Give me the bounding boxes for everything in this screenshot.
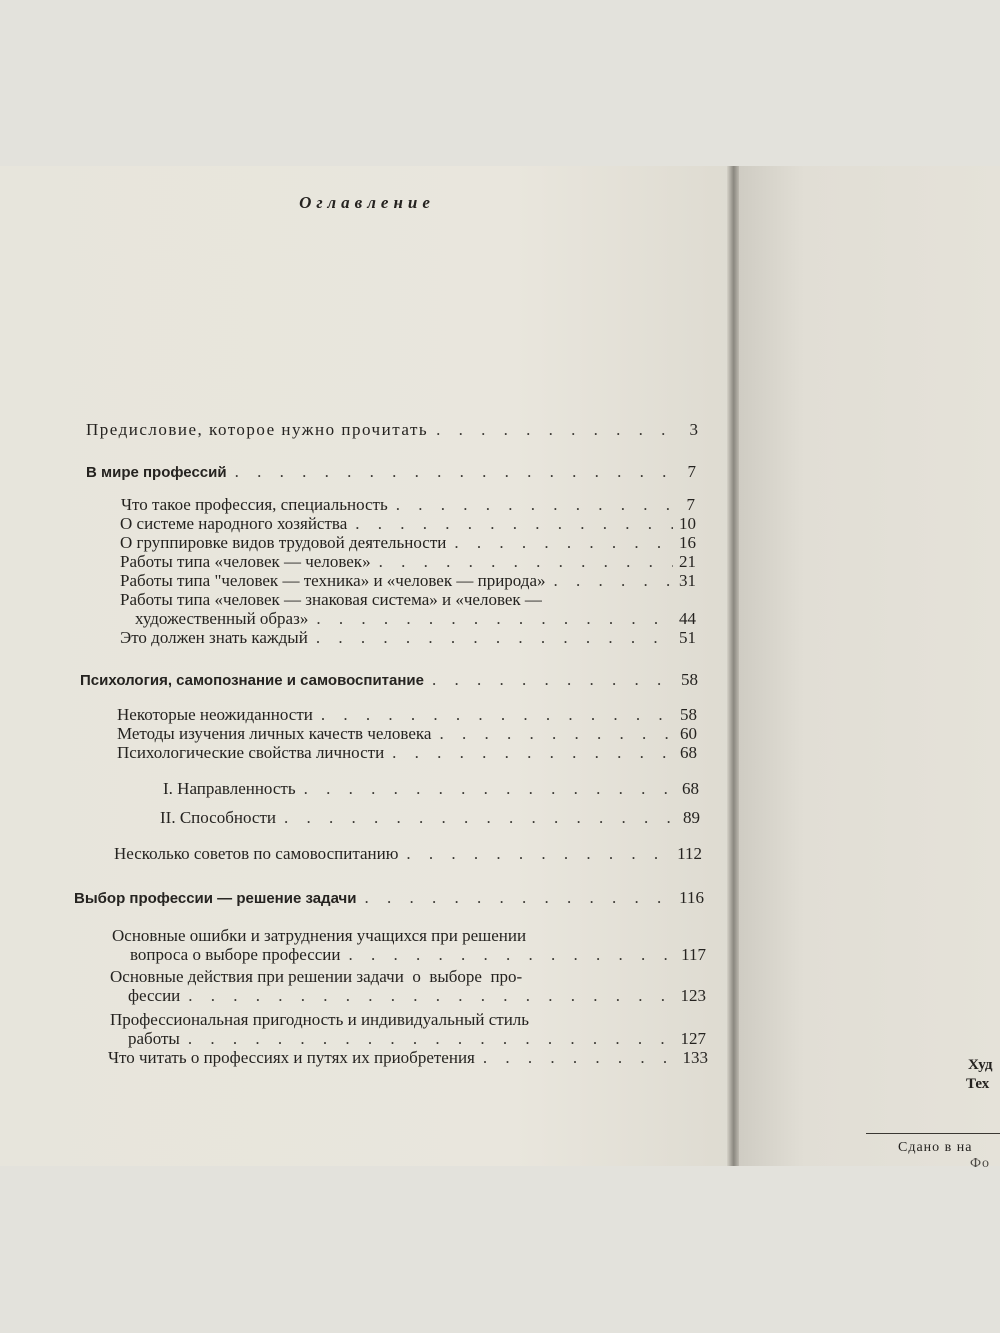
toc-entry-page: 3 (689, 420, 698, 439)
toc-entry (120, 628, 696, 648)
right-page (739, 166, 1000, 1166)
leader-dots (296, 779, 676, 799)
toc-section-page: 116 (679, 888, 704, 907)
toc-entry-line: Работы типа «человек — знаковая система» и «человек — (120, 590, 542, 609)
toc-entry (117, 705, 697, 725)
right-page-imprint: Фо (970, 1156, 991, 1171)
toc-entry (120, 571, 696, 591)
toc-entry-title: Это должен знать каждый (120, 628, 308, 647)
toc-entry-page: 60 (680, 724, 697, 743)
toc-entry (160, 808, 700, 828)
toc-entry-title: I. Направленность (163, 779, 296, 798)
leader-dots (431, 724, 674, 744)
leader-dots (227, 462, 682, 482)
toc-entry (135, 609, 696, 629)
toc-section (80, 670, 698, 691)
toc-entry (114, 844, 702, 864)
toc-entry (120, 514, 696, 534)
toc-section-title: Психология, самопознание и самовоспитание (80, 672, 424, 689)
toc-entry-title: Предисловие, которое нужно прочитать (86, 420, 429, 439)
toc-section-title: Выбор профессии — решение задачи (74, 890, 357, 907)
right-page-rule (866, 1133, 1000, 1134)
toc-section-title: В мире профессий (86, 464, 227, 481)
toc-entry (86, 420, 698, 440)
right-page-imprint: Сдано в на (898, 1140, 973, 1155)
toc-section (74, 888, 704, 909)
leader-dots (424, 670, 675, 690)
toc-entry-page: 127 (680, 1029, 706, 1048)
toc-entry-title: Психологические свойства личности (117, 743, 385, 762)
toc-entry-title: Что читать о профессиях и путях их приобретения (108, 1048, 475, 1067)
toc-section-page: 58 (681, 670, 698, 689)
toc-entry-title: Что такое профессия, специальность (121, 495, 388, 514)
leader-dots (388, 495, 681, 515)
toc-entry-page: 16 (679, 533, 696, 552)
leader-dots (341, 945, 676, 965)
toc-entry-page: 68 (680, 743, 697, 762)
toc-entry-page: 68 (682, 779, 699, 798)
leader-dots (308, 609, 673, 629)
toc-entry-line: Основные действия при решении задачи о выборе про- (110, 967, 523, 986)
toc-entry-line: Профессиональная пригодность и индивидуальный стиль (110, 1010, 530, 1029)
toc-entry (120, 533, 696, 553)
toc-entry (121, 495, 695, 515)
right-page-text: Худ (968, 1057, 993, 1073)
toc-entry-page: 21 (679, 552, 696, 571)
toc-entry (163, 779, 699, 799)
toc-entry-page: 117 (681, 945, 706, 964)
page-heading: Оглавление (299, 193, 435, 212)
toc-entry-title: II. Способности (160, 808, 276, 827)
right-page-text: Тех (966, 1076, 990, 1092)
toc-section-page: 7 (687, 462, 696, 481)
leader-dots (446, 533, 673, 553)
leader-dots (276, 808, 677, 828)
toc-entry-title: О системе народного хозяйства (120, 514, 348, 533)
toc-entry-title: Работы типа "человек — техника» и «человек — природа» (120, 571, 546, 590)
toc-entry-title: Методы изучения личных качеств человека (117, 724, 432, 743)
toc-entry (108, 1048, 708, 1068)
leader-dots (398, 844, 671, 864)
toc-entry-page: 123 (680, 986, 706, 1005)
toc-entry-title: О группировке видов трудовой деятельности (120, 533, 447, 552)
toc-section (86, 462, 696, 483)
leader-dots (428, 420, 683, 440)
leader-dots (356, 888, 673, 908)
leader-dots (384, 743, 674, 763)
toc-entry-title: Несколько советов по самовоспитанию (114, 844, 399, 863)
leader-dots (371, 552, 673, 572)
leader-dots (347, 514, 673, 534)
leader-dots (313, 705, 674, 725)
toc-entry (120, 552, 696, 572)
toc-entry (128, 986, 706, 1006)
toc-entry-page: 7 (686, 495, 695, 514)
toc-entry-page: 112 (677, 844, 702, 863)
toc-entry-page: 10 (679, 514, 696, 533)
toc-entry (117, 743, 697, 763)
toc-entry-page: 44 (679, 609, 696, 628)
toc-entry (128, 1029, 706, 1049)
toc-entry-title: вопроса о выборе профессии (130, 945, 341, 964)
leader-dots (475, 1048, 677, 1068)
toc-entry-line: Основные ошибки и затруднения учащихся при решении (112, 926, 527, 945)
toc-entry-title: Некоторые неожиданности (117, 705, 313, 724)
toc-entry-page: 31 (679, 571, 696, 590)
toc-entry-title: фессии (128, 986, 181, 1005)
leader-dots (308, 628, 673, 648)
toc-entry (130, 945, 706, 965)
toc-entry-page: 58 (680, 705, 697, 724)
toc-entry-title: работы (128, 1029, 180, 1048)
toc-entry-page: 51 (679, 628, 696, 647)
toc-entry-page: 133 (682, 1048, 708, 1067)
leader-dots (180, 986, 674, 1006)
leader-dots (180, 1029, 675, 1049)
toc-entry-title: художественный образ» (135, 609, 309, 628)
toc-entry-title: Работы типа «человек — человек» (120, 552, 371, 571)
toc-entry-page: 89 (683, 808, 700, 827)
leader-dots (546, 571, 674, 591)
toc-entry (117, 724, 697, 744)
